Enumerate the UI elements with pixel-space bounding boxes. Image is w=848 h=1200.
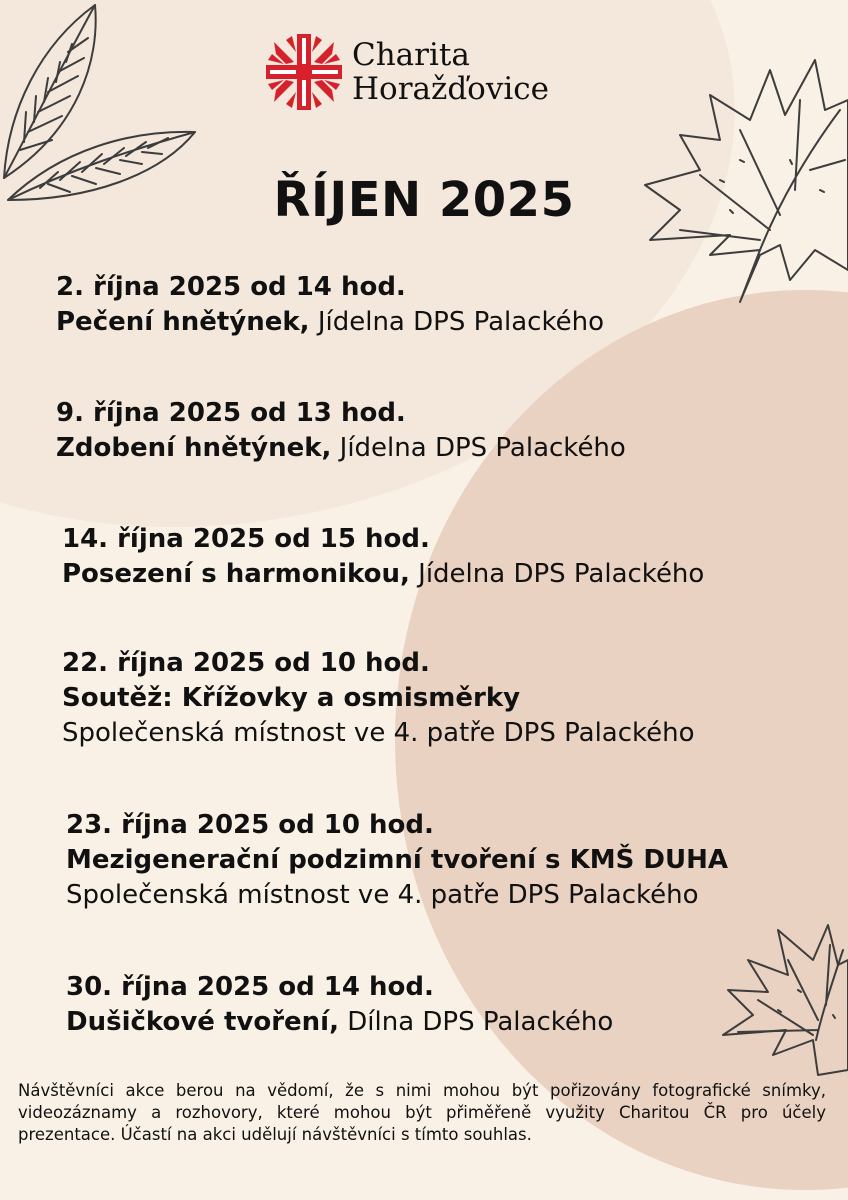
- event-name: Soutěž: Křížovky a osmisměrky: [62, 683, 521, 713]
- event-name: Mezigenerační podzimní tvoření s KMŠ DUHA: [66, 845, 728, 875]
- maple-leaf-bottom-right-icon: [718, 920, 848, 1080]
- event-date: 30. října 2025 od 14 hod.: [66, 972, 434, 1002]
- event-2: [56, 396, 626, 466]
- event-date: 22. října 2025 od 10 hod.: [62, 648, 430, 678]
- event-6: [66, 970, 613, 1040]
- event-location: Dílna DPS Palackého: [347, 1007, 614, 1037]
- organization-name: [352, 38, 549, 106]
- event-location: Jídelna DPS Palackého: [339, 433, 626, 463]
- event-location: Jídelna DPS Palackého: [418, 559, 705, 589]
- event-location: Společenská místnost ve 4. patře DPS Palackého: [62, 718, 695, 748]
- event-location: Společenská místnost ve 4. patře DPS Palackého: [66, 880, 699, 910]
- organization-logo: [266, 34, 549, 110]
- event-location: Jídelna DPS Palackého: [317, 307, 604, 337]
- event-4: [62, 646, 695, 751]
- organization-name-line2: Horažďovice: [352, 71, 549, 107]
- event-name: Posezení s harmonikou,: [62, 559, 410, 589]
- event-name: Dušičkové tvoření,: [66, 1007, 339, 1037]
- event-date: 14. října 2025 od 15 hod.: [62, 524, 430, 554]
- organization-name-line1: Charita: [352, 37, 470, 73]
- event-3: [62, 522, 704, 592]
- event-5: [66, 808, 728, 913]
- page-title: ŘÍJEN 2025: [273, 172, 575, 228]
- event-name: Pečení hnětýnek,: [56, 307, 310, 337]
- event-date: 2. října 2025 od 14 hod.: [56, 272, 406, 302]
- event-1: [56, 270, 604, 340]
- photo-consent-disclaimer: Návštěvníci akce berou na vědomí, že s nimi mohou být pořizovány fotografické snímky, videozáznamy a rozhovory, které mohou být přiměřeně využity Charitou ČR pro účely prezentace. Účastí na akci udělují návštěvníci s tímto souhlas.: [18, 1081, 826, 1144]
- event-date: 23. října 2025 od 10 hod.: [66, 810, 434, 840]
- event-date: 9. října 2025 od 13 hod.: [56, 398, 406, 428]
- event-name: Zdobení hnětýnek,: [56, 433, 332, 463]
- charita-cross-icon: [266, 34, 342, 110]
